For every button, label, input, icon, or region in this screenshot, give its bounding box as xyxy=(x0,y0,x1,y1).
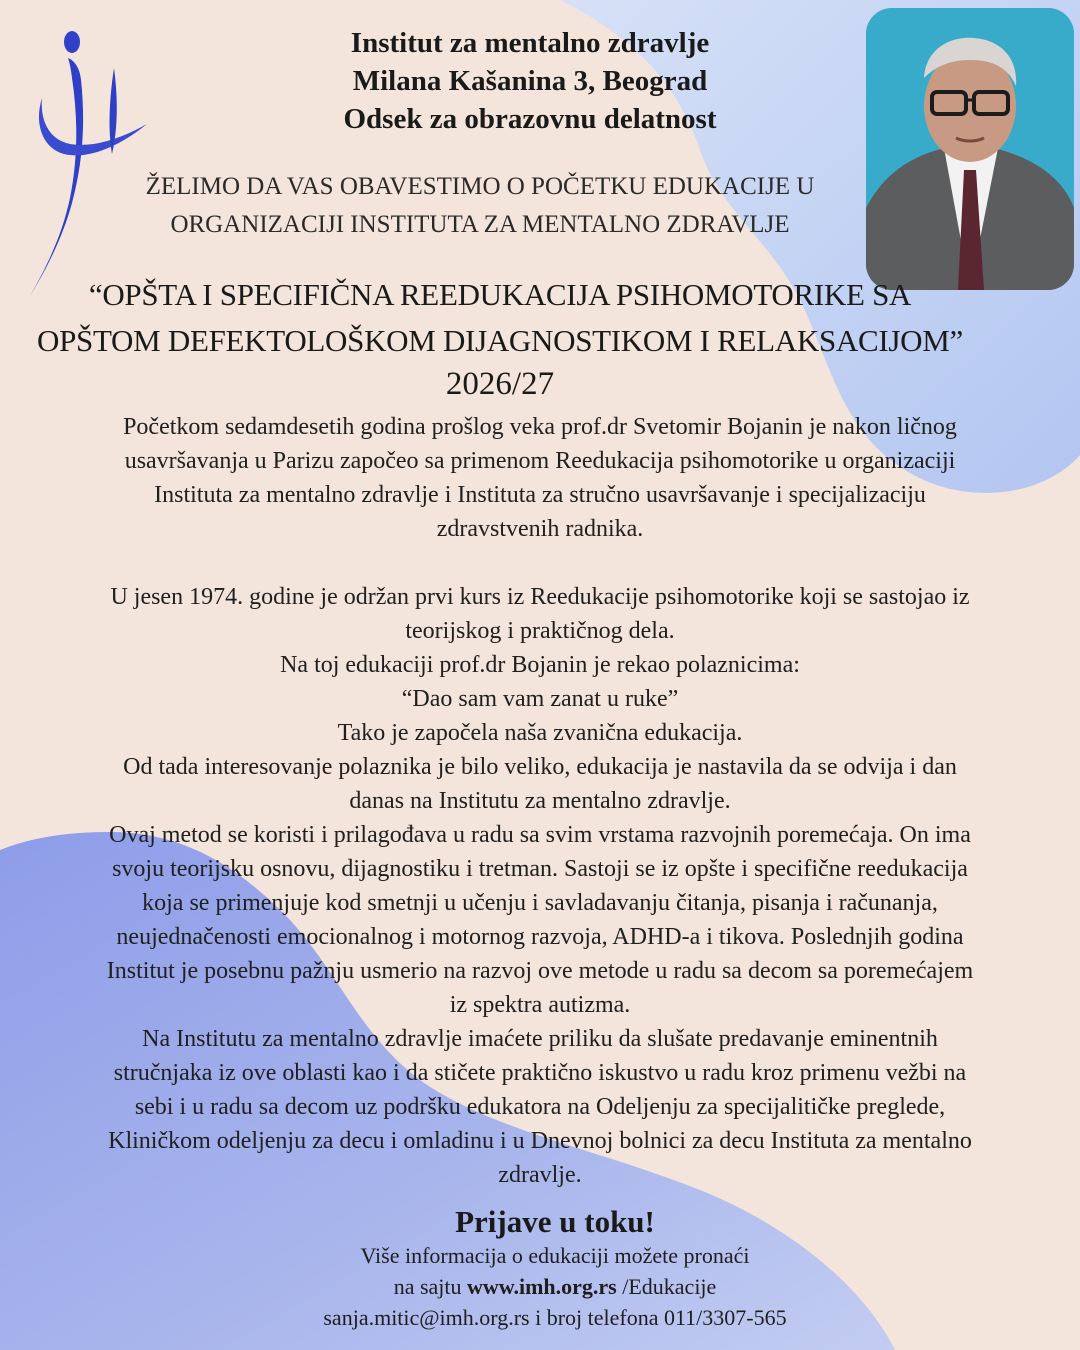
course-year: 2026/27 xyxy=(445,366,555,402)
quote-line: “Dao sam vam zanat u ruke” xyxy=(401,686,679,712)
text-line: danas na Institutu za mentalno zdravlje. xyxy=(349,788,731,814)
text-line: Na toj edukaciji prof.dr Bojanin je rekao polaznicima: xyxy=(280,652,800,678)
text-line: Ovaj metod se koristi i prilagođava u radu sa svim vrstama razvojnih poremećaja. On ima xyxy=(109,822,971,848)
text-line: koja se primenjuje kod smetnji u učenju i savladavanju čitanja, pisanja i računanja, xyxy=(142,890,938,916)
text-line: usavršavanja u Parizu započeo sa primenom Reedukacija psihomotorike u organizaciji xyxy=(124,448,956,474)
institute-address: Milana Kašanina 3, Beograd xyxy=(352,65,708,97)
text-line: sebi i u radu sa decom uz podršku edukatora na Odeljenju za specijalitičke preglede, xyxy=(134,1094,946,1120)
contact-line-1: Više informacija o edukaciji možete pronaći xyxy=(360,1243,750,1268)
website-prefix: na sajtu xyxy=(393,1274,468,1299)
course-description xyxy=(30,410,1050,1192)
text-line: Institut je posebnu pažnju usmerio na razvoj ove metode u radu sa decom sa poremećajem xyxy=(106,958,974,984)
contact-email-phone: sanja.mitic@imh.org.rs i broj telefona 011/3307-565 xyxy=(323,1305,787,1330)
text-line: Kliničkom odeljenju za decu i omladinu i u Dnevnoj bolnici za decu Instituta za mentalno xyxy=(108,1128,972,1154)
department-name: Odsek za obrazovnu delatnost xyxy=(343,103,717,135)
text-line: zdravlje. xyxy=(498,1162,582,1188)
contact-info xyxy=(230,1240,880,1333)
text-line: Tako je započela naša zvanična edukacija. xyxy=(337,720,743,746)
paragraph-history xyxy=(30,410,1050,546)
text-line: svoju teorijsku osnovu, dijagnostiku i tretman. Sastoji se iz opšte i specifične reedukacija xyxy=(112,856,968,882)
paragraph-details xyxy=(30,580,1050,1192)
announcement xyxy=(100,168,860,244)
institute-logo-icon xyxy=(22,28,152,298)
applications-open-heading: Prijave u toku! xyxy=(455,1204,655,1239)
website-link[interactable]: www.imh.org.rs xyxy=(467,1274,617,1299)
institute-header xyxy=(230,24,830,138)
text-line: iz spektra autizma. xyxy=(449,992,631,1018)
paragraph-gap xyxy=(30,546,1050,580)
text-line: Na Institutu za mentalno zdravlje imaćete priliku da slušate predavanje eminentnih xyxy=(142,1026,938,1052)
announcement-line-1: ŽELIMO DA VAS OBAVESTIMO O POČETKU EDUKACIJE U xyxy=(145,173,815,200)
portrait-photo xyxy=(866,8,1074,290)
contact-line-2 xyxy=(230,1271,880,1302)
text-line: neujednačenosti emocionalnog i motornog razvoja, ADHD-a i tikova. Poslednjih godina xyxy=(116,924,964,950)
text-line: Od tada interesovanje polaznika je bilo veliko, edukacija je nastavila da se odvija i dan xyxy=(123,754,957,780)
announcement-line-2: ORGANIZACIJI INSTITUTA ZA MENTALNO ZDRAVLJE xyxy=(170,211,790,238)
website-suffix: /Edukacije xyxy=(616,1274,717,1299)
course-title-line-2: OPŠTOM DEFEKTOLOŠKOM DIJAGNOSTIKOM I RELAKSACIJOM” xyxy=(37,323,963,358)
text-line: zdravstvenih radnika. xyxy=(436,516,644,542)
text-line: U jesen 1974. godine je održan prvi kurs iz Reedukacije psihomotorike koji se sastojao iz xyxy=(110,584,970,610)
text-line: Instituta za mentalno zdravlje i Instituta za stručno usavršavanje i specijalizaciju xyxy=(154,482,926,508)
institute-name: Institut za mentalno zdravlje xyxy=(350,27,710,59)
course-title-line-1: “OPŠTA I SPECIFIČNA REEDUKACIJA PSIHOMOTORIKE SA xyxy=(88,277,912,312)
text-line: Početkom sedamdesetih godina prošlog veka prof.dr Svetomir Bojanin je nakon ličnog xyxy=(123,414,957,440)
text-line: stručnjaka iz ove oblasti kao i da stičete praktično iskustvo u radu kroz primenu vežbi na xyxy=(113,1060,967,1086)
course-title xyxy=(0,272,1000,364)
text-line: teorijskog i praktičnog dela. xyxy=(405,618,675,644)
